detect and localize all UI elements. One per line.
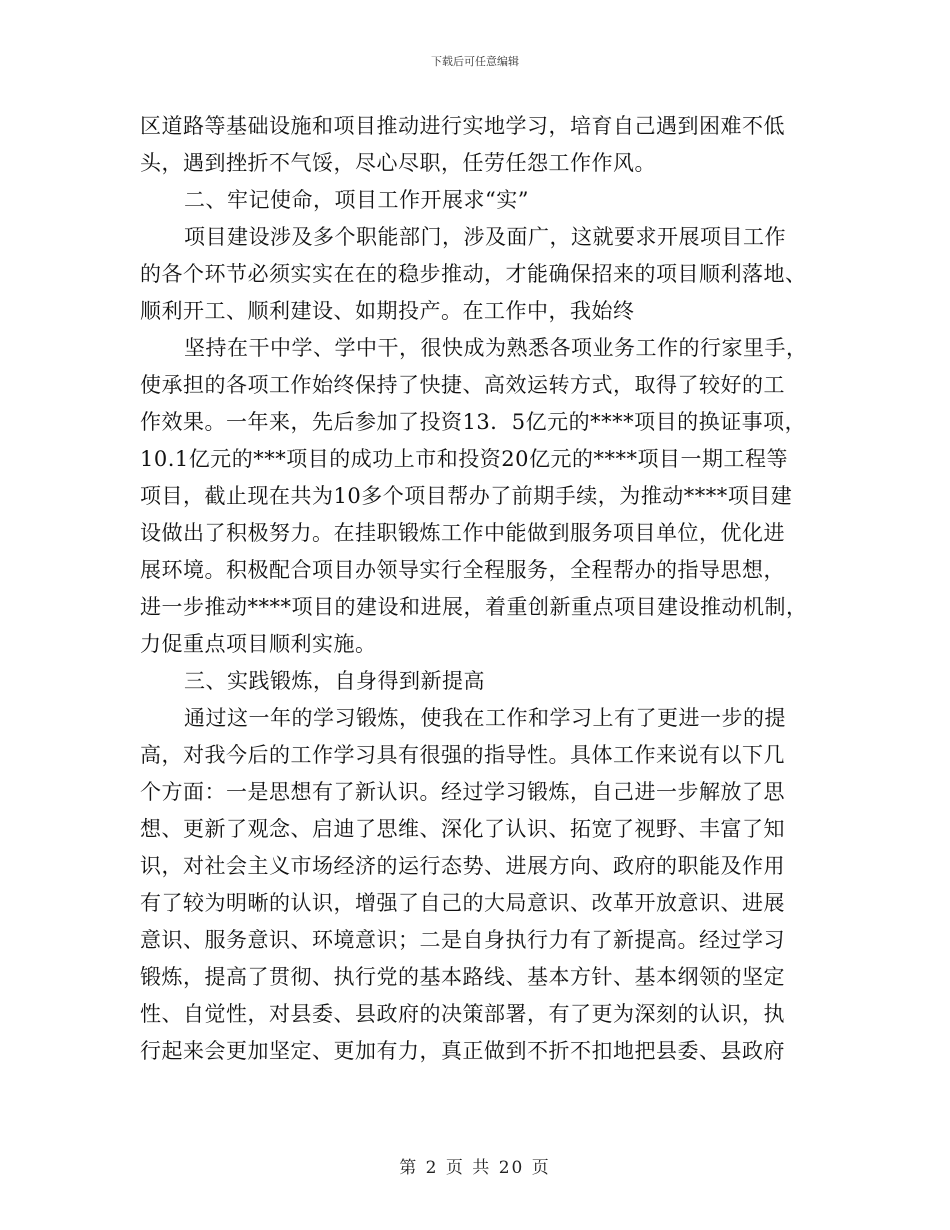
section-heading-2: 二、牢记使命，项目工作开展求“实” xyxy=(184,188,529,212)
page-number-footer: 第 2 页 共 20 页 xyxy=(399,1158,551,1178)
body-line: 项目，截止现在共为10多个项目帮办了前期手续，为推动****项目建 xyxy=(140,484,793,508)
body-line: 个方面：一是思想有了新认识。经过学习锻炼，自己进一步解放了思 xyxy=(140,780,785,804)
body-line: 有了较为明晰的认识，增强了自己的大局意识、改革开放意识、进展 xyxy=(140,891,785,915)
body-line: 作效果。一年来，先后参加了投资13．5亿元的****项目的换证事项， xyxy=(140,410,807,434)
body-line: 进一步推动****项目的建设和进展，着重创新重点项目建设推动机制， xyxy=(140,595,808,619)
body-line: 区道路等基础设施和项目推动进行实地学习，培育自己遇到困难不低 xyxy=(140,114,785,138)
body-line: 头，遇到挫折不气馁，尽心尽职，任劳任怨工作作风。 xyxy=(140,151,656,175)
body-line: 的各个环节必须实实在在的稳步推动，才能确保招来的项目顺利落地、 xyxy=(140,262,807,286)
page-header-note: 下载后可任意编辑 xyxy=(431,55,519,68)
document-body xyxy=(140,108,812,1070)
body-line: 想、更新了观念、启迪了思维、深化了认识、拓宽了视野、丰富了知 xyxy=(140,817,785,841)
body-line: 锻炼，提高了贯彻、执行党的基本路线、基本方针、基本纲领的坚定 xyxy=(140,965,785,989)
body-line: 行起来会更加坚定、更加有力，真正做到不折不扣地把县委、县政府 xyxy=(140,1039,785,1063)
body-line: 高，对我今后的工作学习具有很强的指导性。具体工作来说有以下几 xyxy=(140,743,785,767)
body-line: 使承担的各项工作始终保持了快捷、高效运转方式，取得了较好的工 xyxy=(140,373,785,397)
body-line: 识，对社会主义市场经济的运行态势、进展方向、政府的职能及作用 xyxy=(140,854,785,878)
body-line: 展环境。积极配合项目办领导实行全程服务，全程帮办的指导思想， xyxy=(140,558,785,582)
section-heading-3: 三、实践锻炼，自身得到新提高 xyxy=(184,669,485,693)
body-line: 通过这一年的学习锻炼，使我在工作和学习上有了更进一步的提 xyxy=(184,706,786,730)
body-line: 10.1亿元的***项目的成功上市和投资20亿元的****项目一期工程等 xyxy=(140,447,788,471)
body-line: 性、自觉性，对县委、县政府的决策部署，有了更为深刻的认识，执 xyxy=(140,1002,785,1026)
body-line: 坚持在干中学、学中干，很快成为熟悉各项业务工作的行家里手， xyxy=(184,336,808,360)
body-line: 力促重点项目顺利实施。 xyxy=(140,632,377,656)
body-line: 顺利开工、顺利建设、如期投产。在工作中，我始终 xyxy=(140,299,635,323)
body-line: 设做出了积极努力。在挂职锻炼工作中能做到服务项目单位，优化进 xyxy=(140,521,785,545)
body-line: 意识、服务意识、环境意识；二是自身执行力有了新提高。经过学习 xyxy=(140,928,785,952)
body-line: 项目建设涉及多个职能部门，涉及面广，这就要求开展项目工作 xyxy=(184,225,786,249)
